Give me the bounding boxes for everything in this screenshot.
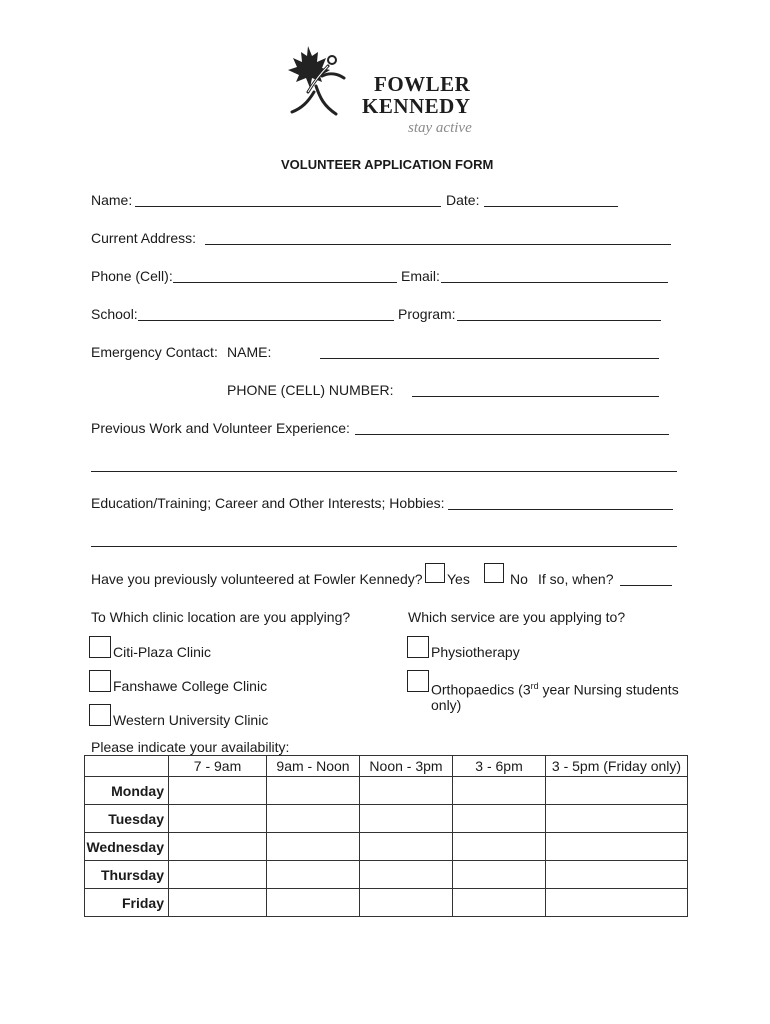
column-header: 9am - Noon [267, 756, 360, 777]
program-label: Program: [398, 306, 456, 322]
availability-cell[interactable] [546, 777, 688, 805]
fowler-kennedy-logo [284, 42, 494, 142]
orthopaedics-label-part-1: Orthopaedics (3 [431, 681, 531, 698]
date-field[interactable] [484, 206, 618, 207]
availability-cell[interactable] [169, 861, 267, 889]
no-label: No [510, 571, 528, 587]
yes-label: Yes [447, 571, 470, 587]
availability-cell[interactable] [169, 833, 267, 861]
emergency-name-label: NAME: [227, 344, 272, 360]
if-so-when-field[interactable] [620, 585, 672, 586]
availability-cell[interactable] [546, 805, 688, 833]
school-field[interactable] [138, 320, 394, 321]
orthopaedics-label-part-2: year Nursing students [538, 681, 679, 698]
yes-checkbox[interactable] [425, 563, 445, 583]
name-label: Name: [91, 192, 133, 208]
logo-tagline: stay active [408, 120, 472, 136]
maple-leaf-runner-icon [284, 42, 364, 142]
availability-cell[interactable] [169, 805, 267, 833]
program-field[interactable] [457, 320, 661, 321]
availability-label: Please indicate your availability: [91, 739, 290, 755]
availability-cell[interactable] [546, 889, 688, 917]
orthopaedics-label-line-2: only) [431, 697, 462, 713]
availability-cell[interactable] [169, 889, 267, 917]
availability-cell[interactable] [267, 833, 360, 861]
address-label: Current Address: [91, 230, 197, 246]
availability-cell[interactable] [453, 889, 546, 917]
logo-word-kennedy: KENNEDY [362, 94, 471, 118]
physiotherapy-label: Physiotherapy [431, 644, 520, 660]
service-question: Which service are you applying to? [408, 609, 626, 625]
column-header: 3 - 5pm (Friday only) [546, 756, 688, 777]
experience-field-line-1[interactable] [355, 434, 669, 435]
no-checkbox[interactable] [484, 563, 504, 583]
phone-field[interactable] [173, 282, 397, 283]
table-row [85, 889, 688, 917]
availability-cell[interactable] [453, 777, 546, 805]
column-header: Noon - 3pm [360, 756, 453, 777]
day-label: Monday [85, 777, 169, 805]
education-field-line-1[interactable] [448, 509, 673, 510]
western-checkbox[interactable] [89, 704, 111, 726]
availability-cell[interactable] [453, 805, 546, 833]
availability-corner-cell [85, 756, 169, 777]
table-row [85, 777, 688, 805]
day-label: Friday [85, 889, 169, 917]
table-row [85, 861, 688, 889]
experience-label: Previous Work and Volunteer Experience: [91, 420, 350, 436]
logo-word-fowler: FOWLER [374, 72, 471, 96]
citi-plaza-checkbox[interactable] [89, 636, 111, 658]
day-label: Thursday [85, 861, 169, 889]
education-label: Education/Training; Career and Other Interests; Hobbies: [91, 495, 445, 511]
table-row [85, 833, 688, 861]
day-label: Tuesday [85, 805, 169, 833]
if-so-when-label: If so, when? [538, 571, 614, 587]
table-row [85, 805, 688, 833]
availability-cell[interactable] [453, 833, 546, 861]
availability-cell[interactable] [267, 777, 360, 805]
physiotherapy-checkbox[interactable] [407, 636, 429, 658]
column-header: 3 - 6pm [453, 756, 546, 777]
fanshawe-checkbox[interactable] [89, 670, 111, 692]
emergency-name-field[interactable] [320, 358, 659, 359]
email-label: Email: [401, 268, 440, 284]
availability-cell[interactable] [169, 777, 267, 805]
phone-label: Phone (Cell): [91, 268, 173, 284]
availability-table [84, 755, 688, 917]
orthopaedics-checkbox[interactable] [407, 670, 429, 692]
experience-field-line-2[interactable] [91, 471, 677, 472]
address-field[interactable] [205, 244, 671, 245]
availability-cell[interactable] [360, 861, 453, 889]
availability-header-row [85, 756, 688, 777]
availability-cell[interactable] [546, 861, 688, 889]
emergency-phone-label: PHONE (CELL) NUMBER: [227, 382, 394, 398]
name-field[interactable] [135, 206, 441, 207]
form-title: VOLUNTEER APPLICATION FORM [281, 157, 494, 172]
availability-cell[interactable] [453, 861, 546, 889]
availability-cell[interactable] [360, 889, 453, 917]
availability-cell[interactable] [267, 805, 360, 833]
education-field-line-2[interactable] [91, 546, 677, 547]
date-label: Date: [446, 192, 480, 208]
school-label: School: [91, 306, 138, 322]
citi-plaza-label: Citi-Plaza Clinic [113, 644, 212, 660]
orthopaedics-label-superscript: rd [530, 681, 539, 691]
availability-cell[interactable] [360, 777, 453, 805]
day-label: Wednesday [85, 833, 169, 861]
clinic-question: To Which clinic location are you applying? [91, 609, 351, 625]
availability-cell[interactable] [267, 861, 360, 889]
fanshawe-label: Fanshawe College Clinic [113, 678, 268, 694]
previously-volunteered-label: Have you previously volunteered at Fowler Kennedy? [91, 571, 423, 587]
orthopaedics-label [431, 678, 679, 699]
availability-cell[interactable] [360, 833, 453, 861]
email-field[interactable] [441, 282, 668, 283]
availability-cell[interactable] [267, 889, 360, 917]
availability-cell[interactable] [546, 833, 688, 861]
availability-cell[interactable] [360, 805, 453, 833]
emergency-phone-field[interactable] [412, 396, 659, 397]
emergency-contact-label: Emergency Contact: [91, 344, 218, 360]
western-label: Western University Clinic [113, 712, 269, 728]
column-header: 7 - 9am [169, 756, 267, 777]
